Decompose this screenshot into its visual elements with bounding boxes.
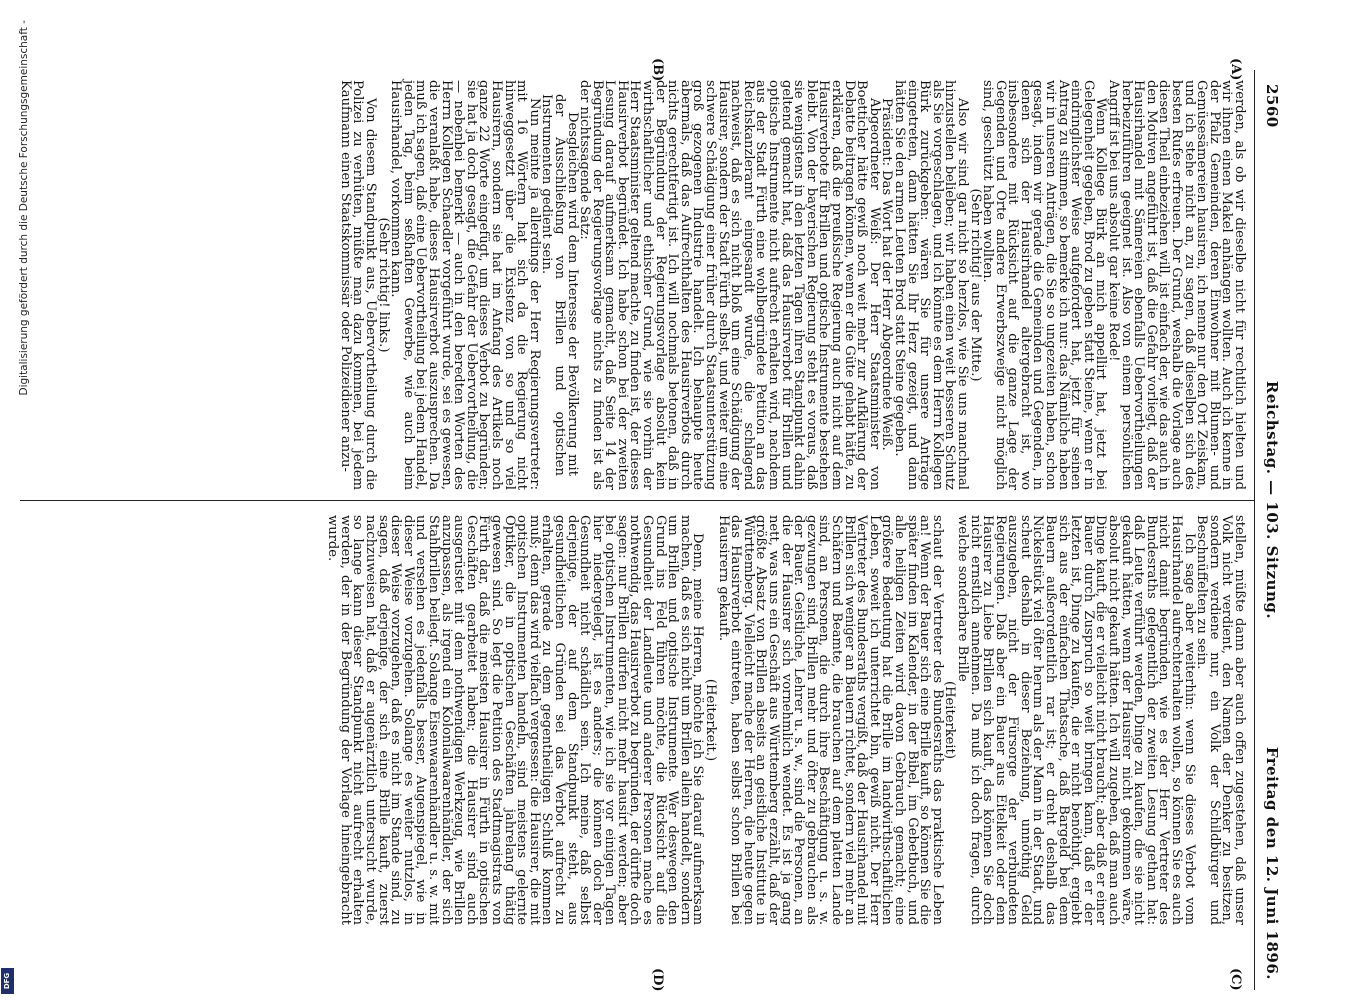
quotation: Desgleichen wird dem Interesse der Bevölkerung mit der Ausschließung von Brillen und optischen Instrumenten gedient sein.	[539, 94, 580, 476]
margin-letter-c: (C)	[1228, 968, 1243, 991]
speaker-line: Präsident: Das Wort hat der Herr Abgeordnete Weiß.	[879, 98, 895, 451]
digitization-credit	[0, 0, 30, 1000]
dfg-logo-icon	[1, 968, 14, 994]
margin-letter-b: (B)	[650, 58, 665, 82]
paragraph: Von diesem Standpunkt aus, Uebervortheilung durch die Polizei zu verhüten, müßte man dazu kommen, bei jedem Kaufmann einen Staatskommissär oder Polizeidiener anzu-	[337, 80, 379, 490]
margin-letter-a: (A)	[1228, 58, 1243, 81]
paragraph: werden, als ob wir dieselbe nicht für rechtlich hielten und wir ihnen einen Makel anhängen wollten. Auch ich kenne in der Pfalz Gemeinden, deren Einwohner mit Blumen- und Gemüsesämereien hausiren, ich nenne nur den Ort Zeiskam, und ich stehe nicht an, zu sagen, daß dieselben sich des besten Rufes erfreuen. Der Grund, weshalb die Vorlage auch diesen Theil einbeziehen will, ist einfach der, wie das auch in den Motiven angeführt ist, daß die Gefahr vorliegt, daß der Hausirhandel mit Sämereien ebenfalls Uebervortheilungen herbeizuführen geeignet ist. Also von einem persönlichen Angriff ist bei uns absolut gar keine Rede!	[1106, 80, 1247, 490]
session-date: Freitag den 12. Juni 1896.	[1263, 746, 1281, 980]
page-number: 2560	[1263, 84, 1281, 128]
right-column	[35, 515, 1245, 925]
paragraph: Denn, meine Herren, möchte ich Sie darauf aufmerksam machen, daß es sich nicht um Brillen allein handelt, sondern um Brillen und optische Instrumente. Wer deswegen den Grund ins Feld führen möchte, die Rücksicht auf die Gesundheit der Landleute und anderer Personen mache es nothwendig, das Hausirverbot zu begründen, der dürfte doch sagen: nur Brillen dürfen nicht mehr hausirt werden; aber bei optischen Instrumenten, wie ich sie vor einigen Tagen hier niedergelegt, ist es anders; die können doch der Gesundheit nicht schädlich sein. Ich meine, daß selbst derjenige, der auf dem Standpunkt steht, aus gesundheitlichen Gründen sei das Verbot aufrecht zu erhalten, gerade zu dem gegentheiligen Schluß kommen muß; denn das wird vielfach vergessen: die Hausirer, die mit optischen Instrumenten handeln, sind meistens gelernte Optiker, die in optischen Geschäften jahrelang thätig gewesen sind. So legt die Petition des Stadtmagistrats von Fürth dar, daß die meisten Hausirer in Fürth in optischen Geschäften gearbeitet haben; die Hausirer sind auch ausgerüstet mit dem nothwendigen Werkzeug, wie Brillen anzupassen, als irgend ein Kolonialwaarenhändler, der sich Stahlbrillen beilegt. Solange Eisenwaarenhändler u. s. w. mit und versehen es jedenfalls besser, Augenspiegel, wie in dieser Weise vorzugehen. Solange es weiter nutzlos, in dieser Weise vorzugehen, daß es nicht im Stande sind, zu sagen, daß derjenige, der sich eine Brille kauft, zuerst nachzuweisen hat, daß er augenärztlich untersucht wurde, so lange kann dieser Standpunkt nicht aufrecht erhalten werden, der in der Begründung der Vorlage hineingebracht wurde.	[325, 515, 706, 925]
column-divider	[20, 500, 1255, 501]
running-header	[1257, 0, 1281, 1000]
paragraph: Abgeordneter Weiß: Der Herr Staatsminister von Boetticher hätte gewiß noch weit mehr zur Aufklärung der Debatte beitragen können, wenn er die Güte gehabt hätte, zu erklären, daß die preußische Regierung auch nicht auf dem Hausirverbote für Brillen und optische Instrumente bestehen bleibt. Von der bayerischen Regierung steht es voraus, daß sie wenigstens in den letzten Tagen ihren Standpunkt dahin geltend gemacht hat, daß das Hausirverbot für Brillen und optische Instrumente nicht aufrecht erhalten wird, nachdem aus der Stadt Fürth eine wohlbegründete Petition an das Reichskanzleramt eingesandt wurde, die schlagend nachweist, daß es sich nicht bloß um eine Schädigung der Hausirer, sondern der Stadt Fürth selbst, und weiter um eine schwere Schädigung einer früher durch Staatsunterstützung groß gezogenen Industrie handelt. Ich behaupte heute abermals, daß das Aufrechthalten des Hausirverbots durch nichts gerechtfertigt ist. Ich will nochmals betonen, daß in der Begründung der Regierungsvorlage absolut kein wirthschaftlicher und ethischer Grund, wie sie vorhin der Herr Staatsminister geltend machte, zu finden ist, der dieses Hausirverbot begründet. Ich habe schon bei der zweiten Lesung darauf aufmerksam gemacht, daß Seite 14 der Begründung der Regierungsvorlage nichts zu finden ist als der nichtssagende Satz:	[577, 80, 882, 490]
interjection: (Sehr richtig! aus der Mitte.)	[967, 188, 983, 382]
paragraph: Also wir sind gar nicht so herzlos, wie Sie uns manchmal hinzustellen belieben; wir haben einen weit besseren Schutz als Sie vorgeschlagen, und ich könnte es dem Herrn Kollegen Bürk zurückgeben: wären Sie für unsere Anträge eingetreten, dann hätten Sie Ihr Herz gezeigt, und dann hätten Sie den armen Leuten Brod statt Steine gegeben.	[891, 80, 970, 490]
margin-letter-d: (D)	[650, 968, 665, 992]
session-title: Reichstag. — 103. Sitzung.	[1263, 380, 1281, 620]
dfg-logo-text: DFG	[3, 972, 12, 990]
interjection: (Sehr richtig! links.)	[375, 217, 391, 353]
header-rule	[1254, 70, 1255, 990]
credit-text: Digitalisierung gefördert durch die Deutsche Forschungsgemeinschaft -	[18, 20, 30, 396]
rotated-reichstag-page	[20, 0, 1295, 1000]
interjection: (Heiterkeit)	[942, 681, 958, 759]
paragraph: stellen, müßte dann aber auch offen zugestehen, daß unser Volk nicht verdient, den Namen der Denker zu besitzen, sondern verdiene nur, ein Volk der Schildbürger und Beschnüffelten zu sein.	[1194, 515, 1247, 925]
left-column	[35, 80, 1245, 490]
paragraph: Wenn Kollege Bürk an mich appellirt hat, jetzt bei Gelegenheit gegeben, Brod zu geben statt Steine, wenn er in eindringlichster Weise aufgefordert hat, jetzt für seinen Antrag zu stimmen, so bemerke ich nur: das Nämliche haben wir in unseren Anträgen, die Sie so ungezeiten haben, schon gesagt, indem wir gerade die Gemeinden und Gegenden, in denen sich der Hausirhandel altergebracht ist, wo insbesondere mit Rücksicht auf die ganze Lage der Gegenden und Orte andere Erwerbszweige nicht möglich sind, geschützt haben wollten.	[980, 80, 1109, 490]
paragraph: Nun meinte ja allerdings der Herr Regierungsvertreter: mit 16 Wörtern hat sich da die Regierung nicht hinweggesetzt über die Existenz von so und so viel Hausirern, sondern sie hat im Anfang des Artikels noch ganze 22 Worte eingefügt, um dieses Verbot zu begründen; sie hat ja doch gesagt, die Gefahr der Uebervortheilung, die — nebenbei bemerkt — auch in den beredten Worten des Herrn Kollegen Schaedler vorgeführt wurde, sei es gewesen, die veranlaßt habe, dieses Hausirverbot auszusprechen. Da muß ich sagen, daß eine Uebervortheilung bei jedem Handel, jeden Tag, beim seßhaften Gewerbe, wie auch beim Hausirhandel, vorkommen kann.	[388, 80, 542, 490]
paragraph: Ich sage aber weiterhin: wenn Sie dieses Verbot vom Hausirhandel aufrechterhalten wollen, so können Sie es auch nicht damit begründen, wie es der Herr Vertreter des Bundesraths gelegentlich der zweiten Lesung gethan hat: daß Leute verführt werden, Dinge zu kaufen, die sie nicht gekauft hätten, wenn der Hausirer nicht gekommen wäre, absolut nicht gekauft hätten. Ich will zugeben, daß man auch Dinge kauft, die er vielleicht nicht braucht; aber daß er einer Bauer durch Zuspruch so weit bringen kann, daß er der letzten ist, Dinge zu kaufen, die er nicht benöthigt, ergiebt sich aus der einfachen Thatsache, daß Bargeld bei dem Bauern außerordentlich rar ist; er dreht deshalb das Nickelstück viel öfter herum als der Mann in der Stadt, und scheut deshalb in dieser Beziehung, unnöthig Geld auszugeben, nicht der Fürsorge der verbündeten Regierungen. Daß aber ein Bauer aus Eitelkeit oder dem Hausirer zu Liebe Brillen sich kauft, das können Sie doch nicht ernstlich annehmen. Da muß ich doch fragen, durch welche sonderbare Brille	[954, 515, 1197, 925]
paragraph: schaut der Vertreter des Bundesraths das praktische Leben an! Wenn der Bauer sich eine Brille kauft, so können Sie die später finden im Kalender, in der Bibel, im Gebetbuch, und alle heiligen Zeiten wird davon Gebrauch gemacht; eine größere Bedeutung hat die Brille im landwirthschaftlichen Leben, soweit ich unterrichtet bin, gewiß nicht. Der Herr Vertreter des Bundesraths vergißt, daß der Hausirhandel mit Brillen sich weniger an Bauern richtet, sondern viel mehr an Schäfern und Beamte, die brauchen auf dem platten Lande sind, an Personen, die durch ihre Beschäftigung u. s. w. gezwungen sind, Brillen mehr und öfter zu gebrauchen als der Bauer. Geistliche, Lehrer u. s. w., sind die Personen, an die der Hausirer sich vornehmlich wendet. Es ist ja gang nett, was uns ein Geschäft aus Württemberg erzählt, daß der größte Absatz von Brillen abseits an geistliche Institute in Württemberg. Vielleicht mache der Herren, die heute gegen das Hausirverbot eintreten, haben selbst schon Brillen bei Hausirern gekauft.	[715, 515, 945, 925]
interjection: (Heiterkeit.)	[703, 678, 719, 762]
